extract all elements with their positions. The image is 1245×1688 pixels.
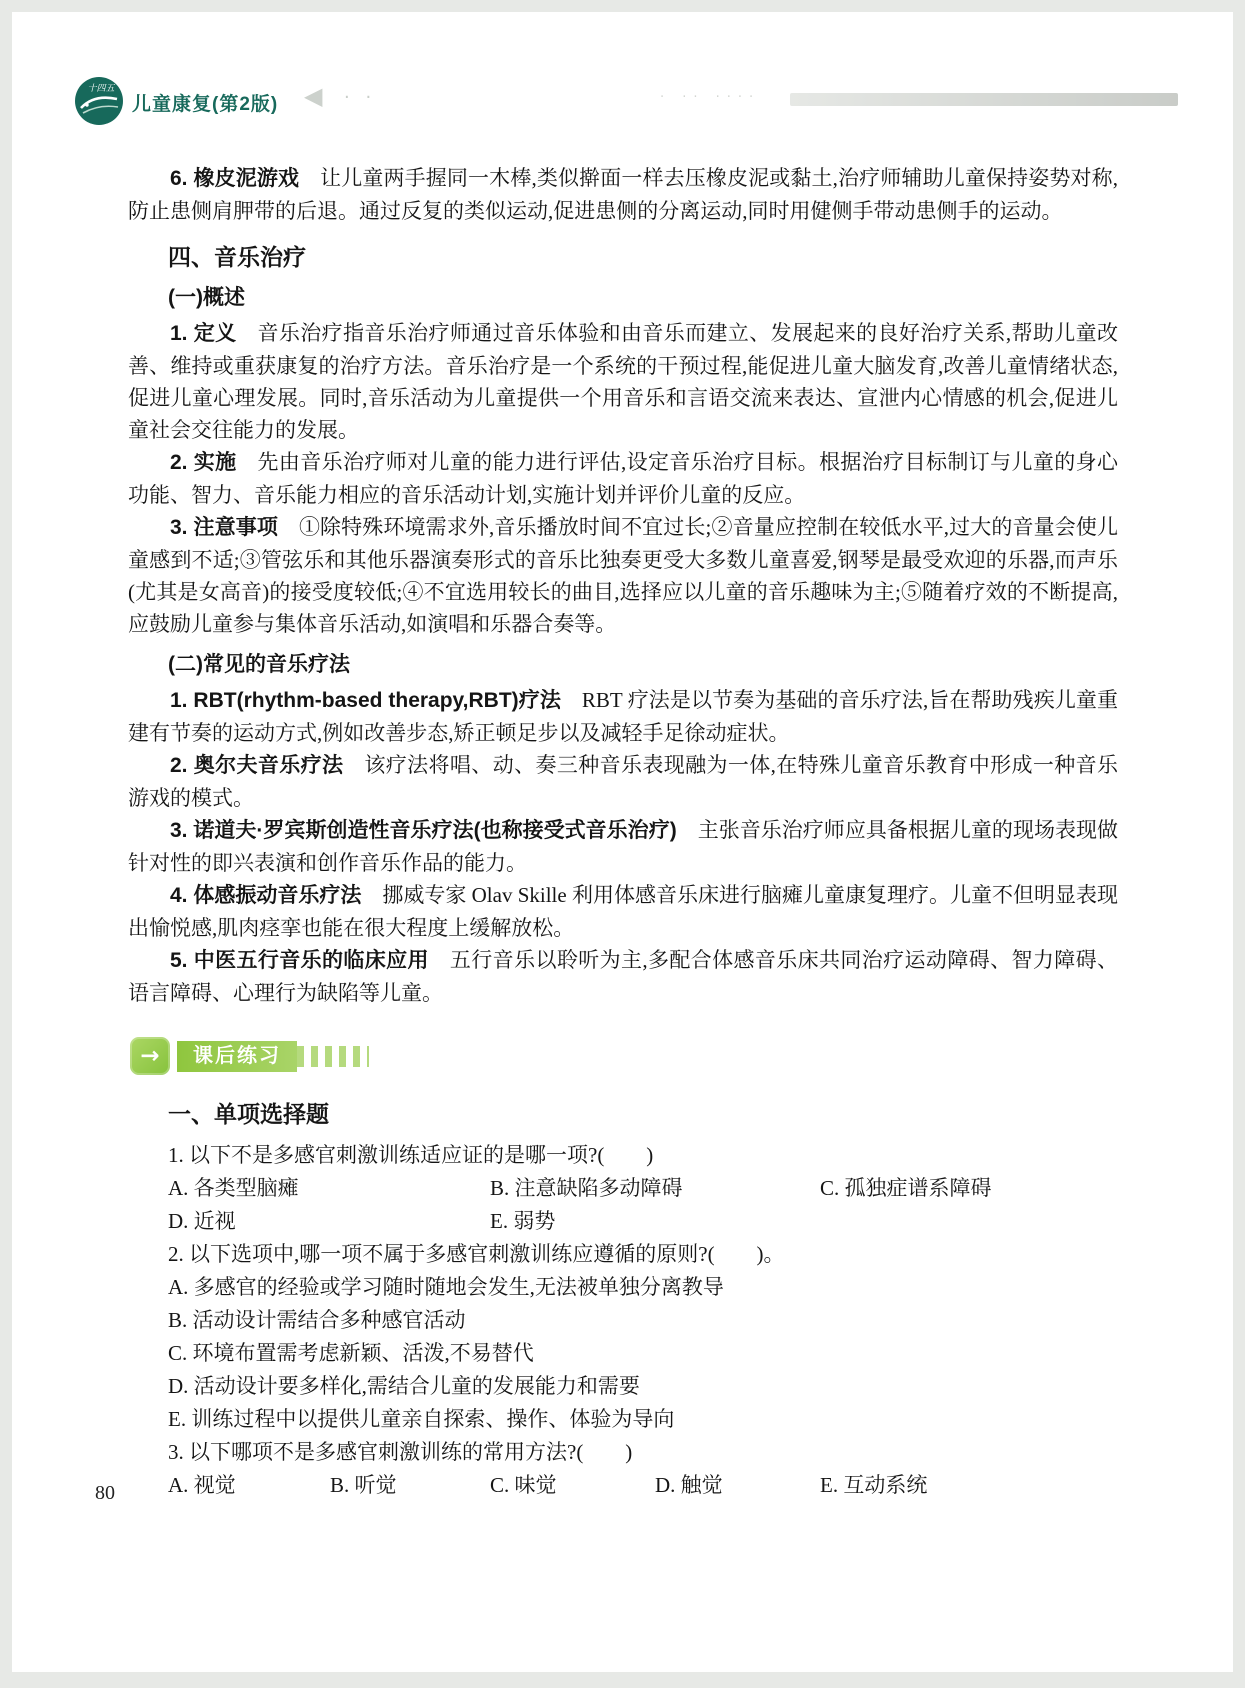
header-arrow-icon: ◀: [304, 82, 323, 110]
paragraph-precautions-label: 3. 注意事项: [170, 516, 278, 539]
question-2-option-e: E. 训练过程中以提供儿童亲自探索、操作、体验为导向: [168, 1407, 675, 1431]
paragraph-nordoff-robbins-text: 主张音乐治疗师应具备根据儿童的现场表现做针对性的即兴表演和创作音乐作品的能力。: [128, 818, 1119, 875]
paragraph-orff-therapy-label: 2. 奥尔夫音乐疗法: [170, 754, 344, 777]
question-2-option-d: D. 活动设计要多样化,需结合儿童的发展能力和需要: [168, 1374, 640, 1398]
header-dots-decoration: · ·: [344, 87, 377, 108]
paragraph-nordoff-robbins-label: 3. 诺道夫·罗宾斯创造性音乐疗法(也称接受式音乐治疗): [170, 819, 677, 842]
paragraph-clay-game: [128, 162, 1118, 227]
paragraph-five-elements-music: [128, 944, 1118, 1009]
question-1-option-d: D. 近视: [168, 1209, 236, 1233]
question-1-option-b: B. 注意缺陷多动障碍: [490, 1176, 683, 1200]
header-bar-decoration: [790, 93, 1178, 106]
paragraph-orff-therapy-text: 该疗法将唱、动、奏三种音乐表现融为一体,在特殊儿童音乐教育中形成一种音乐游戏的模式。: [128, 753, 1118, 810]
question-2-option-c: C. 环境布置需考虑新颖、活泼,不易替代: [168, 1341, 534, 1365]
question-1-options: [168, 1172, 1118, 1238]
logo-fish-icon: [74, 76, 124, 126]
page-number: 80: [95, 1482, 115, 1504]
question-3-options: [168, 1469, 1118, 1502]
question-3-option-b: B. 听觉: [330, 1473, 397, 1497]
paragraph-clay-game-text: 让儿童两手握同一木棒,类似擀面一样去压橡皮泥或黏土,治疗师辅助儿童保持姿势对称,防止患侧肩胛带的后退。通过反复的类似运动,促进患侧的分离运动,同时用健侧手带动患侧手的运动。: [128, 166, 1118, 223]
paragraph-implementation: [128, 446, 1118, 511]
paragraph-rbt-therapy-label: 1. RBT(rhythm-based therapy,RBT)疗法: [170, 689, 561, 712]
exercises-section-title: 一、单项选择题: [168, 1101, 329, 1127]
question-2-stem: 2. 以下选项中,哪一项不属于多感官刺激训练应遵循的原则?( )。: [168, 1242, 785, 1266]
paragraph-rbt-therapy: [128, 684, 1118, 749]
question-3-option-e: E. 互动系统: [820, 1473, 928, 1497]
paragraph-vibroacoustic-therapy: [128, 879, 1118, 944]
question-2-option-b: B. 活动设计需结合多种感官活动: [168, 1308, 466, 1332]
paragraph-vibroacoustic-label: 4. 体感振动音乐疗法: [170, 884, 362, 907]
paragraph-definition: [128, 317, 1118, 446]
question-1-stem: 1. 以下不是多感官刺激训练适应证的是哪一项?( ): [168, 1143, 654, 1167]
paragraph-five-elements-label: 5. 中医五行音乐的临床应用: [170, 949, 429, 972]
question-2-option-a: A. 多感官的经验或学习随时随地会发生,无法被单独分离教导: [168, 1275, 724, 1299]
question-1-option-c: C. 孤独症谱系障碍: [820, 1176, 992, 1200]
logo-text: 十四五: [87, 83, 115, 93]
question-3-option-c: C. 味觉: [490, 1473, 557, 1497]
paragraph-clay-game-label: 6. 橡皮泥游戏: [170, 167, 300, 190]
question-1-option-e: E. 弱势: [490, 1209, 556, 1233]
question-3-stem: 3. 以下哪项不是多感官刺激训练的常用方法?( ): [168, 1440, 633, 1464]
paragraph-definition-label: 1. 定义: [170, 322, 237, 345]
paragraph-rbt-therapy-text: RBT 疗法是以节奏为基础的音乐疗法,旨在帮助残疾儿童重建有节奏的运动方式,例如改善步态,矫正顿足步以及减轻手足徐动症状。: [128, 688, 1118, 745]
question-3-option-d: D. 触觉: [655, 1473, 723, 1497]
subsection-title-common-methods: (二)常见的音乐疗法: [168, 653, 350, 676]
paragraph-vibroacoustic-text: 挪威专家 Olav Skille 利用体感音乐床进行脑瘫儿童康复理疗。儿童不但明显表现出愉悦感,肌肉痉挛也能在很大程度上缓解放松。: [128, 883, 1118, 940]
book-title: 儿童康复(第2版): [132, 94, 279, 115]
paragraph-definition-text: 音乐治疗指音乐治疗师通过音乐体验和由音乐而建立、发展起来的良好治疗关系,帮助儿童改善、维持或重获康复的治疗方法。音乐治疗是一个系统的干预过程,能促进儿童大脑发育,改善儿童情绪状态,促进儿童心理发展。同时,音乐活动为儿童提供一个用音乐和言语交流来表达、宣泄内心情感的机会,促进儿童社会交往能力的发展。: [128, 321, 1118, 442]
book-series-logo: [74, 76, 124, 126]
question-3-option-a: A. 视觉: [168, 1473, 236, 1497]
paragraph-precautions: [128, 511, 1118, 640]
page-header: [12, 74, 1233, 134]
page-content: [12, 12, 1233, 1502]
section-title-music-therapy: 四、音乐治疗: [168, 244, 306, 270]
subsection-title-overview: (一)概述: [168, 286, 245, 309]
paragraph-orff-therapy: [128, 749, 1118, 814]
exercises-banner-label: 课后练习: [177, 1041, 297, 1072]
paragraph-implementation-text: 先由音乐治疗师对儿童的能力进行评估,设定音乐治疗目标。根据治疗目标制订与儿童的身心功能、智力、音乐能力相应的音乐活动计划,实施计划并评价儿童的反应。: [128, 450, 1118, 507]
paragraph-nordoff-robbins-therapy: [128, 814, 1118, 879]
exercises-banner: [130, 1037, 1118, 1075]
paragraph-precautions-text: ①除特殊环境需求外,音乐播放时间不宜过长;②音量应控制在较低水平,过大的音量会使儿童感到不适;③管弦乐和其他乐器演奏形式的音乐比独奏更受大多数儿童喜爱,钢琴是最受欢迎的乐器,而声乐(尤其是女高音)的接受度较低;④不宜选用较长的曲目,选择应以儿童的音乐趣味为主;⑤随着疗效的不断提高,应鼓励儿童参与集体音乐活动,如演唱和乐器合奏等。: [128, 515, 1118, 636]
banner-arrow-icon: →: [130, 1037, 170, 1075]
header-marks-decoration: · ·· ····: [660, 90, 761, 105]
question-1-option-a: A. 各类型脑瘫: [168, 1176, 299, 1200]
paragraph-implementation-label: 2. 实施: [170, 451, 237, 474]
paragraph-five-elements-text: 五行音乐以聆听为主,多配合体感音乐床共同治疗运动障碍、智力障碍、语言障碍、心理行为缺陷等儿童。: [128, 948, 1118, 1005]
